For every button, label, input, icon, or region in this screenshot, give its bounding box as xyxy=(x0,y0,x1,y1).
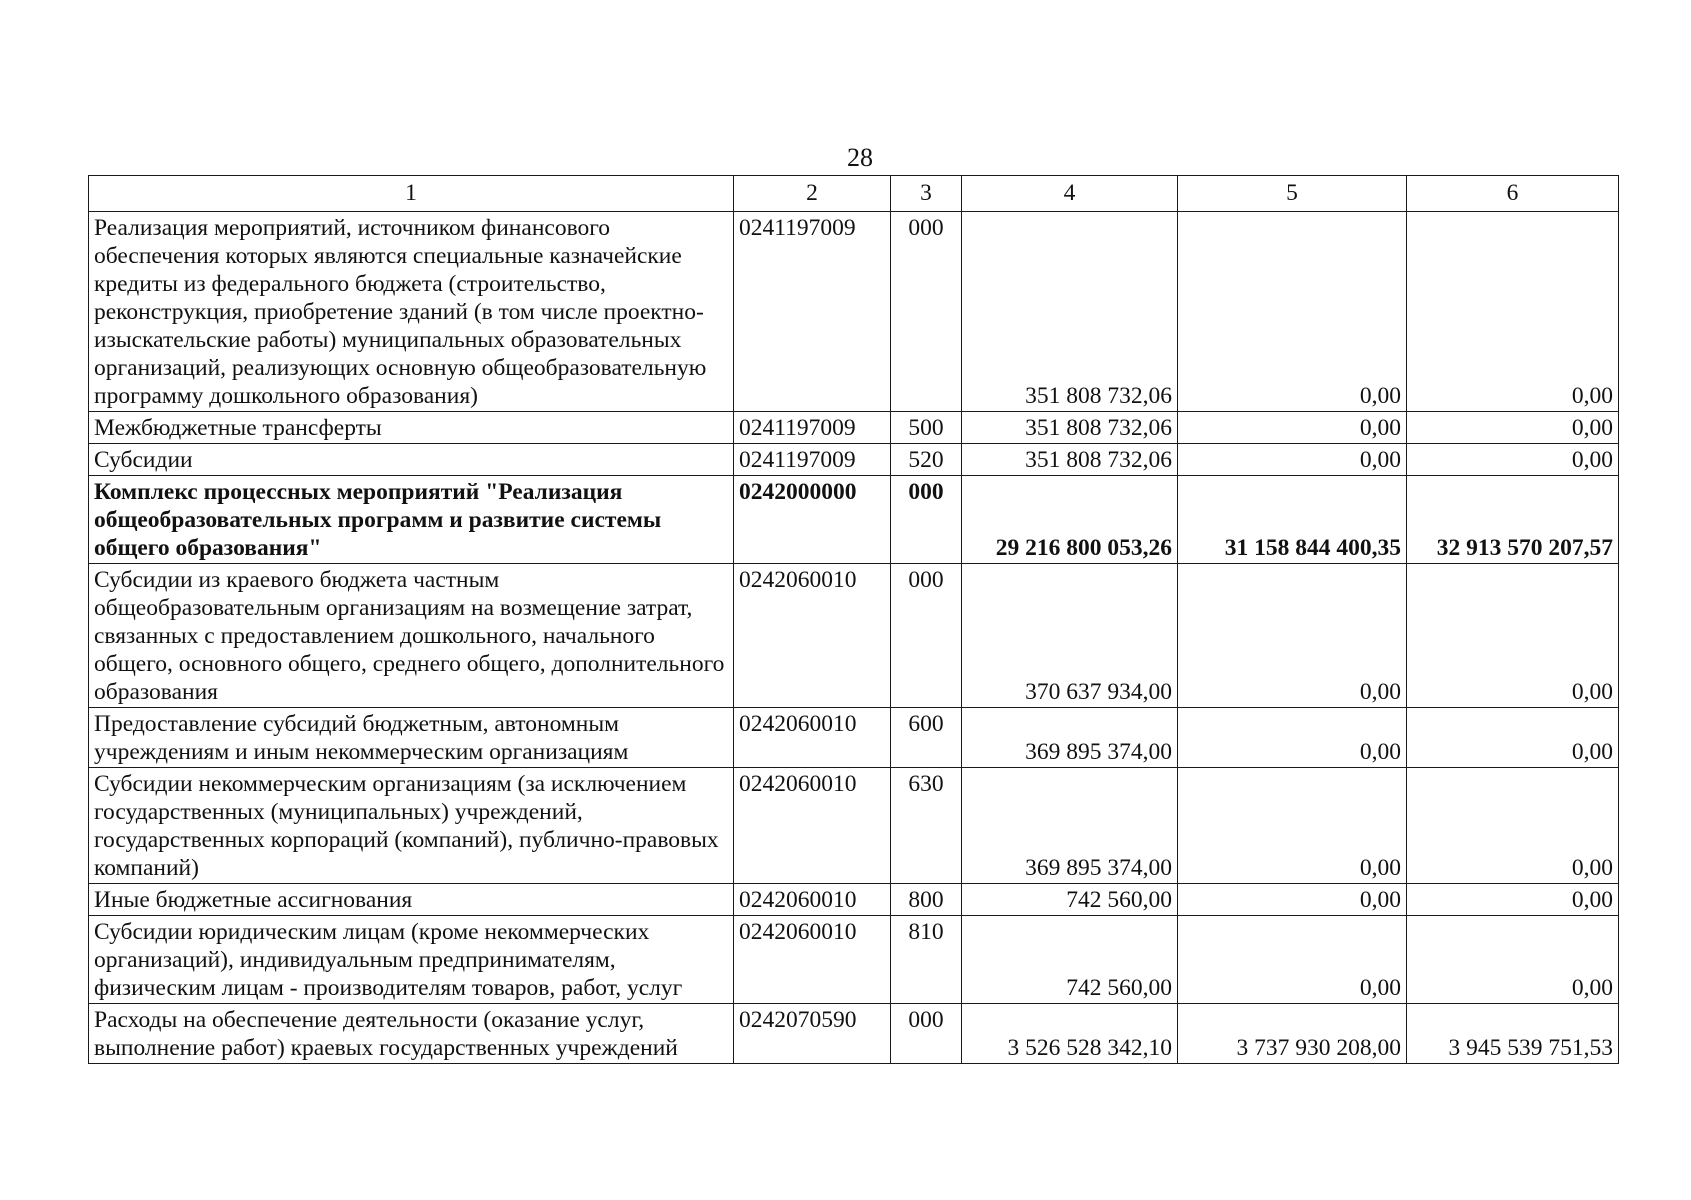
row-value-4: 3 526 528 342,10 xyxy=(962,1004,1178,1064)
table-row xyxy=(89,768,1619,884)
row-value-6: 0,00 xyxy=(1407,212,1619,412)
row-value-6: 0,00 xyxy=(1407,916,1619,1004)
table-row xyxy=(89,564,1619,708)
row-value-4: 370 637 934,00 xyxy=(962,564,1178,708)
row-name: Иные бюджетные ассигнования xyxy=(89,884,734,916)
column-header-5: 5 xyxy=(1178,176,1407,212)
table-row xyxy=(89,916,1619,1004)
row-expense-type: 500 xyxy=(891,412,962,444)
row-expense-type: 810 xyxy=(891,916,962,1004)
table-row xyxy=(89,1004,1619,1064)
row-value-6: 0,00 xyxy=(1407,564,1619,708)
row-value-4: 351 808 732,06 xyxy=(962,412,1178,444)
budget-table xyxy=(88,175,1619,1064)
row-code: 0241197009 xyxy=(734,412,891,444)
row-name: Субсидии из краевого бюджета частным общеобразовательным организациям на возмещение затрат, связанных с предоставлением дошкольного, начального общего, основного общего, среднего общего, дополнительного образования xyxy=(89,564,734,708)
row-value-5: 0,00 xyxy=(1178,412,1407,444)
page-number: 28 xyxy=(847,143,873,172)
row-code: 0241197009 xyxy=(734,444,891,476)
row-value-6: 0,00 xyxy=(1407,884,1619,916)
row-expense-type: 000 xyxy=(891,212,962,412)
row-name: Расходы на обеспечение деятельности (оказание услуг, выполнение работ) краевых государственных учреждений xyxy=(89,1004,734,1064)
row-value-5: 0,00 xyxy=(1178,212,1407,412)
row-value-6: 0,00 xyxy=(1407,708,1619,768)
row-value-5: 0,00 xyxy=(1178,884,1407,916)
row-code: 0242060010 xyxy=(734,884,891,916)
header-row xyxy=(89,176,1619,212)
row-value-4: 369 895 374,00 xyxy=(962,708,1178,768)
row-value-5: 0,00 xyxy=(1178,564,1407,708)
row-expense-type: 800 xyxy=(891,884,962,916)
row-code: 0241197009 xyxy=(734,212,891,412)
row-code: 0242000000 xyxy=(734,476,891,564)
table-row-program xyxy=(89,476,1619,564)
row-name: Комплекс процессных мероприятий "Реализация общеобразовательных программ и развитие системы общего образования" xyxy=(89,476,734,564)
row-name: Субсидии юридическим лицам (кроме некоммерческих организаций), индивидуальным предпринимателям, физическим лицам - производителям товаров, работ, услуг xyxy=(89,916,734,1004)
row-expense-type: 520 xyxy=(891,444,962,476)
column-header-4: 4 xyxy=(962,176,1178,212)
row-value-4: 351 808 732,06 xyxy=(962,212,1178,412)
table-row xyxy=(89,212,1619,412)
row-value-5: 31 158 844 400,35 xyxy=(1178,476,1407,564)
row-name: Субсидии некоммерческим организациям (за исключением государственных (муниципальных) учреждений, государственных корпораций (компаний), публично-правовых компаний) xyxy=(89,768,734,884)
table-row xyxy=(89,708,1619,768)
row-name: Реализация мероприятий, источником финансового обеспечения которых являются специальные казначейские кредиты из федерального бюджета (строительство, реконструкция, приобретение зданий (в том числе проектно-изыскательские работы) муниципальных образовательных организаций, реализующих основную общеобразовательную программу дошкольного образования) xyxy=(89,212,734,412)
row-value-6: 0,00 xyxy=(1407,768,1619,884)
table-row xyxy=(89,412,1619,444)
row-code: 0242060010 xyxy=(734,768,891,884)
row-value-5: 0,00 xyxy=(1178,768,1407,884)
column-header-1: 1 xyxy=(89,176,734,212)
row-value-5: 3 737 930 208,00 xyxy=(1178,1004,1407,1064)
row-code: 0242060010 xyxy=(734,564,891,708)
row-value-6: 0,00 xyxy=(1407,444,1619,476)
row-value-4: 29 216 800 053,26 xyxy=(962,476,1178,564)
row-name: Межбюджетные трансферты xyxy=(89,412,734,444)
row-expense-type: 000 xyxy=(891,1004,962,1064)
row-value-5: 0,00 xyxy=(1178,444,1407,476)
row-value-4: 369 895 374,00 xyxy=(962,768,1178,884)
row-name: Предоставление субсидий бюджетным, автономным учреждениям и иным некоммерческим организациям xyxy=(89,708,734,768)
row-value-6: 32 913 570 207,57 xyxy=(1407,476,1619,564)
table-row xyxy=(89,884,1619,916)
column-header-6: 6 xyxy=(1407,176,1619,212)
row-code: 0242070590 xyxy=(734,1004,891,1064)
row-value-4: 351 808 732,06 xyxy=(962,444,1178,476)
row-expense-type: 630 xyxy=(891,768,962,884)
row-value-5: 0,00 xyxy=(1178,708,1407,768)
row-value-5: 0,00 xyxy=(1178,916,1407,1004)
column-header-2: 2 xyxy=(734,176,891,212)
row-value-4: 742 560,00 xyxy=(962,916,1178,1004)
row-expense-type: 600 xyxy=(891,708,962,768)
column-header-3: 3 xyxy=(891,176,962,212)
row-value-6: 0,00 xyxy=(1407,412,1619,444)
row-value-6: 3 945 539 751,53 xyxy=(1407,1004,1619,1064)
row-name: Субсидии xyxy=(89,444,734,476)
row-code: 0242060010 xyxy=(734,708,891,768)
row-expense-type: 000 xyxy=(891,564,962,708)
row-expense-type: 000 xyxy=(891,476,962,564)
row-code: 0242060010 xyxy=(734,916,891,1004)
row-value-4: 742 560,00 xyxy=(962,884,1178,916)
table-row xyxy=(89,444,1619,476)
